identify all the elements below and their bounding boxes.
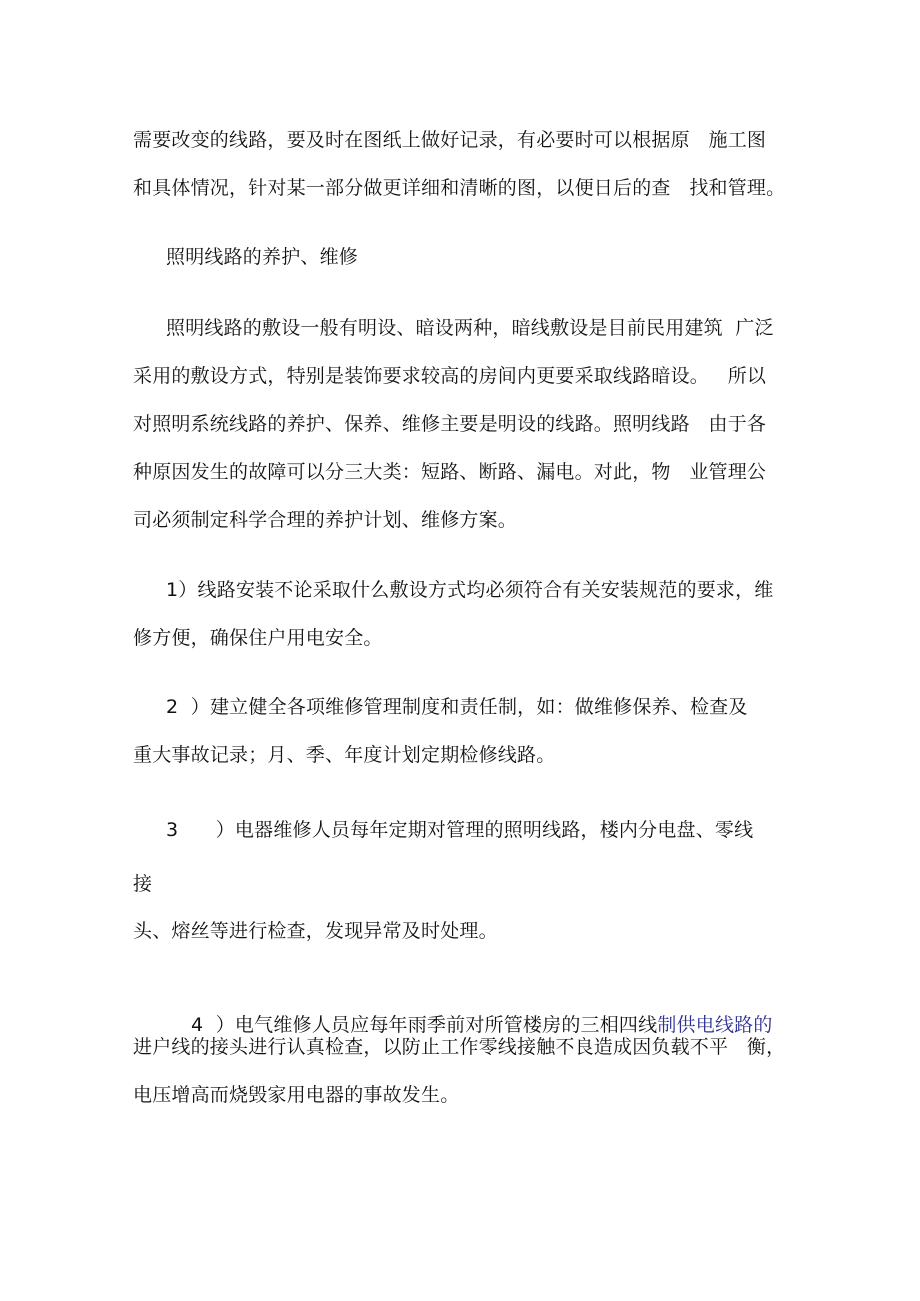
item2-line-2: 重大事故记录；月、季、年度计划定期检修线路。	[133, 744, 556, 766]
item2-line-1: 2 ）建立健全各项维修管理制度和责任制，如：做维修保养、检查及	[166, 696, 748, 718]
p2-line-2: 采用的敷设方式，特别是装饰要求较高的房间内更要采取线路暗设。 所以	[133, 365, 767, 387]
item3-line-3: 头、熔丝等进行检查，发现异常及时处理。	[133, 920, 498, 942]
section-heading: 照明线路的养护、维修	[166, 246, 359, 268]
p2-line-1: 照明线路的敷设一般有明设、暗设两种，暗线敷设是目前民用建筑 广泛	[166, 317, 774, 339]
p1-line-2: 和具体情况，针对某一部分做更详细和清晰的图，以便日后的查 找和管理。	[133, 177, 786, 199]
item1-line-1: 1）线路安装不论采取什么敷设方式均必须符合有关安装规范的要求，维	[166, 579, 774, 601]
p2-line-3: 对照明系统线路的养护、保养、维修主要是明设的线路。照明线路 由于各	[133, 413, 767, 435]
p2-line-4: 种原因发生的故障可以分三大类：短路、断路、漏电。对此，物 业管理公	[133, 461, 767, 483]
item3-line-1: 3 ）电器维修人员每年定期对管理的照明线路，楼内分电盘、零线	[166, 819, 754, 841]
item4-line-3: 电压增高而烧毁家用电器的事故发生。	[133, 1084, 460, 1106]
item3-line-2: 接	[133, 873, 153, 895]
item1-line-2: 修方便，确保住户用电安全。	[133, 627, 383, 649]
item4-line-2: 进户线的接头进行认真检查，以防止工作零线接触不良造成因负载不平 衡，	[133, 1036, 786, 1058]
power-supply-line-link[interactable]: 制供电线路的	[657, 1014, 773, 1036]
item4-line-1-text: 4 ）电气维修人员应每年雨季前对所管楼房的三相四线	[190, 1014, 658, 1036]
p2-line-5: 司必须制定科学合理的养护计划、维修方案。	[133, 509, 518, 531]
p1-line-1: 需要改变的线路，要及时在图纸上做好记录，有必要时可以根据原 施工图	[133, 129, 767, 151]
